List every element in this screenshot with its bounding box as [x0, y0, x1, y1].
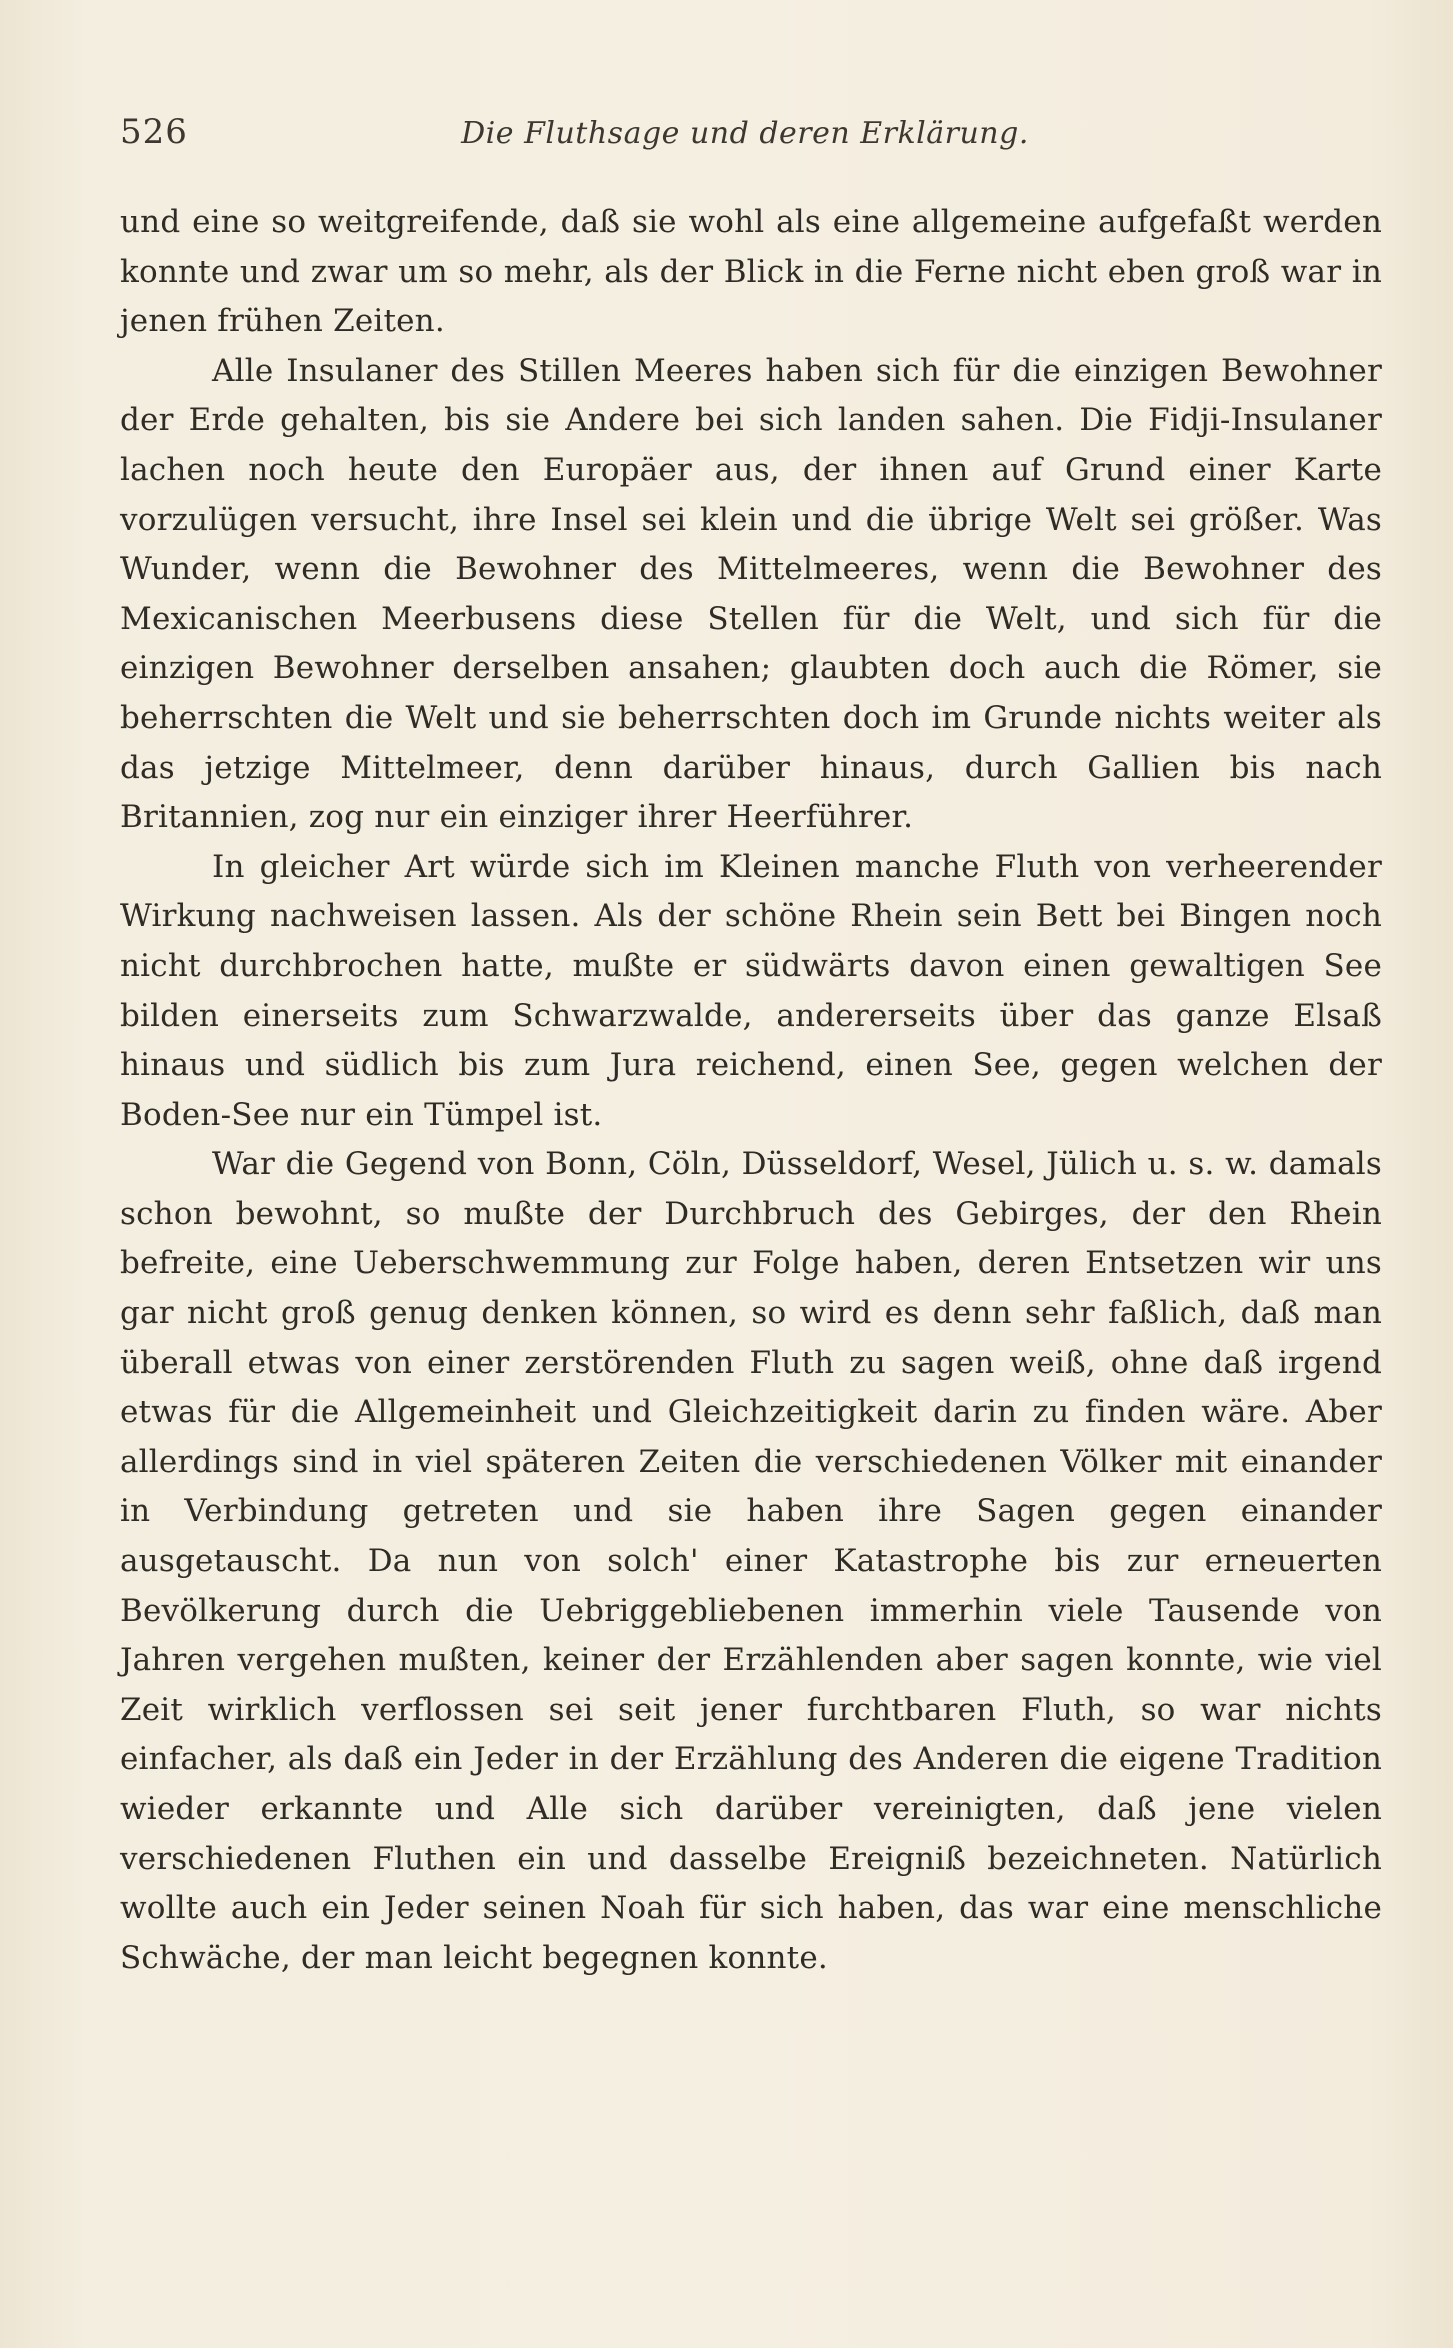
- paragraph-insulaner: Alle Insulaner des Stillen Meeres haben sich für die einzigen Bewohner der Erde gehalten, bis sie Andere bei sich landen sahen. Die Fidji-Insulaner lachen noch heute den Europäer aus, der ihnen auf Grund einer Karte vorzulügen versucht, ihre Insel sei klein und die übrige Welt sei größer. Was Wunder, wenn die Bewohner des Mittelmeeres, wenn die Bewohner des Mexicanischen Meerbusens diese Stellen für die Welt, und sich für die einzigen Bewohner derselben ansahen; glaubten doch auch die Römer, sie beherrschten die Welt und sie beherrschten doch im Grunde nichts weiter als das jetzige Mittelmeer, denn darüber hinaus, durch Gallien bis nach Britannien, zog nur ein einziger ihrer Heerführer.: [120, 352, 1382, 836]
- body-text: [120, 198, 1382, 1983]
- paragraph-rhein: In gleicher Art würde sich im Kleinen manche Fluth von verheerender Wirkung nachweisen lassen. Als der schöne Rhein sein Bett bei Bingen noch nicht durchbrochen hatte, mußte er südwärts davon einen gewaltigen See bilden einerseits zum Schwarzwalde, andererseits über das ganze Elsaß hinaus und südlich bis zum Jura reichend, einen See, gegen welchen der Boden-See nur ein Tümpel ist.: [120, 848, 1382, 1133]
- page-header: [120, 112, 1370, 162]
- paragraph-ueberschwemmung: War die Gegend von Bonn, Cöln, Düsseldorf, Wesel, Jülich u. s. w. damals schon bewohnt, so mußte der Durchbruch des Gebirges, der den Rhein befreite, eine Ueberschwemmung zur Folge haben, deren Entsetzen wir uns gar nicht groß genug denken können, so wird es denn sehr faßlich, daß man überall etwas von einer zerstörenden Fluth zu sagen weiß, ohne daß irgend etwas für die Allgemeinheit und Gleichzeitigkeit darin zu finden wäre. Aber allerdings sind in viel späteren Zeiten die verschiedenen Völker mit einander in Verbindung getreten und sie haben ihre Sagen gegen einander ausgetauscht. Da nun von solch' einer Katastrophe bis zur erneuerten Bevölkerung durch die Uebriggebliebenen immerhin viele Tausende von Jahren vergehen mußten, keiner der Erzählenden aber sagen konnte, wie viel Zeit wirklich verflossen sei seit jener furchtbaren Fluth, so war nichts einfacher, als daß ein Jeder in der Erzählung des Anderen die eigene Tradition wieder erkannte und Alle sich darüber vereinigten, daß jene vielen verschiedenen Fluthen ein und dasselbe Ereigniß bezeichneten. Natürlich wollte auch ein Jeder seinen Noah für sich haben, das war eine menschliche Schwäche, der man leicht begegnen konnte.: [120, 1146, 1382, 1976]
- running-title: Die Fluthsage und deren Erklärung.: [461, 116, 1029, 151]
- page-number: 526: [120, 112, 188, 152]
- paragraph-continuation: und eine so weitgreifende, daß sie wohl als eine allgemeine aufgefaßt werden konnte und zwar um so mehr, als der Blick in die Ferne nicht eben groß war in jenen frühen Zeiten.: [120, 204, 1382, 340]
